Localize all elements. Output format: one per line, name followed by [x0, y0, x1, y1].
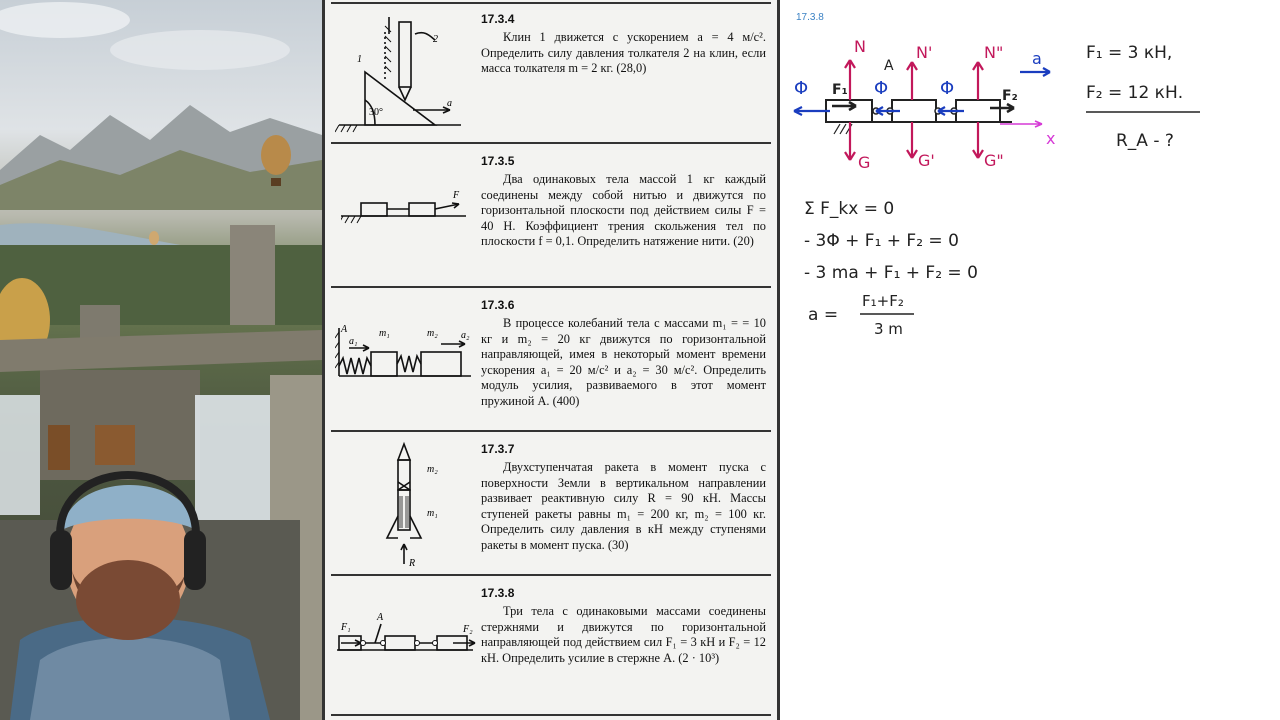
m1-label: m₁ — [427, 508, 438, 519]
wedge-label: 1 — [357, 54, 362, 65]
result-numerator: F₁+F₂ — [862, 292, 904, 310]
n2-label: N' — [916, 43, 933, 62]
problem-number: 17.3.5 — [481, 154, 515, 168]
background-scene — [0, 0, 322, 720]
n3-label: N" — [984, 43, 1004, 62]
problem-number: 17.3.8 — [481, 586, 515, 600]
equation-1: Σ F_kx = 0 — [804, 199, 895, 219]
g1-label: G — [858, 153, 871, 172]
equation-3: - 3 ma + F₁ + F₂ = 0 — [804, 263, 978, 283]
a1-label: a₁ — [349, 336, 358, 347]
r-label: R — [409, 558, 416, 569]
f1-label: F₁ — [832, 82, 848, 98]
normal-force-arrows — [845, 60, 983, 100]
point-a-label: A — [884, 58, 894, 74]
given-f1: F₁ = 3 кН, — [1086, 43, 1173, 63]
force-label: F — [453, 190, 460, 201]
m2-label: m₂ — [427, 464, 438, 475]
x-axis-label: x — [1046, 129, 1056, 148]
f1-label: F₁ — [341, 622, 351, 633]
problem-17-3-4 — [331, 2, 771, 144]
given-f2: F₂ = 12 кН. — [1086, 83, 1184, 103]
two-bodies-figure — [341, 186, 471, 236]
accel-label: a — [447, 98, 452, 109]
pusher-label: 2 — [433, 34, 438, 45]
board-title: 17.3.8 — [796, 12, 824, 23]
a2-label: a₂ — [461, 330, 470, 341]
webcam-feed — [0, 460, 300, 720]
phi-label-1: Φ — [794, 78, 809, 99]
problem-17-3-8 — [331, 578, 771, 716]
problem-text: Три тела с одинаковыми массами соединены стержнями и движутся по горизонтальной направляющей под действием сил F₁ = 3 кН и F₂ = 12 кН. Определить усилие в стержне A. (2 · 10³) — [481, 604, 766, 665]
f2-label: F₂ — [463, 624, 473, 635]
problem-text: Клин 1 движется с ускорением a = 4 м/с². Определить силу давления толкателя 2 на клин, если масса толкателя m = 2 кг. (28,0) — [481, 30, 766, 76]
problem-17-3-5 — [331, 146, 771, 288]
phi-label-2: Φ — [874, 78, 889, 99]
problem-text: В процессе колебаний тела с массами m₁ = = 10 кг и m₂ = 20 кг движутся по горизонтальной направляющей, имея в некоторый момент времени ускорения a₁ = 20 м/с² и a₂ = 30 м/с². Определить модуль усилия, развиваемого в этот момент пружиной A. (400) — [481, 316, 766, 408]
result-denominator: 3 m — [874, 320, 903, 338]
problem-text: Два одинаковых тела массой 1 кг каждый соединены между собой нитью и движутся по горизонтальной плоскости под действием силы F = 40 Н. Коэффициент трения скольжения тел по плоскости f = 0,1. Определить натяжение нити. (20) — [481, 172, 766, 249]
m2-label: m₂ — [427, 328, 438, 339]
board-drawing — [780, 0, 1280, 720]
f2-label: F₂ — [1002, 88, 1018, 104]
active-force-arrows — [832, 102, 1014, 112]
problem-text: Двухступенчатая ракета в момент пуска с поверхности Земли в вертикальном направлении развивает реактивную силу R = 90 кН. Массы ступеней ракеты равны m₁ = 200 кг, m₂ = 100 кг. Определить силу давления в кН между ступенями ракеты в момент пуска. (30) — [481, 460, 766, 552]
result-lhs: a = — [808, 305, 839, 325]
problem-sheet — [322, 0, 780, 720]
m1-label: m₁ — [379, 328, 390, 339]
whiteboard-canvas[interactable] — [780, 0, 1280, 720]
accel-label: a — [1032, 49, 1042, 68]
spring-label: A — [341, 324, 348, 335]
problem-17-3-6 — [331, 290, 771, 432]
problem-number: 17.3.7 — [481, 442, 515, 456]
a-label: A — [377, 612, 384, 623]
problem-number: 17.3.6 — [481, 298, 515, 312]
spring-masses-figure — [335, 318, 475, 388]
g2-label: G' — [918, 151, 935, 170]
ground-line — [826, 100, 1012, 122]
g3-label: G" — [984, 151, 1004, 170]
problem-number: 17.3.4 — [481, 12, 515, 26]
phi-label-3: Φ — [940, 78, 955, 99]
equation-2: - 3Φ + F₁ + F₂ = 0 — [804, 231, 959, 251]
wedge-pusher-figure — [335, 12, 465, 137]
problem-17-3-7 — [331, 434, 771, 576]
angle-label: 30° — [369, 107, 383, 118]
find-value: R_A - ? — [1116, 131, 1174, 151]
accel-arrow — [1020, 68, 1050, 76]
n1-label: N — [854, 37, 866, 56]
three-bodies-figure — [333, 608, 478, 668]
rocket-figure — [371, 440, 451, 570]
